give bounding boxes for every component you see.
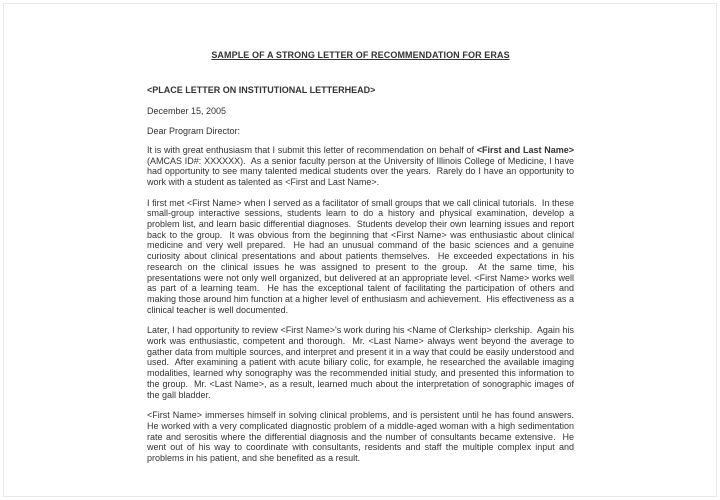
paragraph-intro-rest: (AMCAS ID#: XXXXXX). As a senior faculty person at the University of Illinois College of Medicine, I have had opportunity to see many talented medical students over the years. Rarely do I have an opportunity to work with a student as talented as <First and Last Name>.	[147, 144, 577, 187]
letter-document	[147, 50, 577, 474]
paragraph-intro	[147, 144, 577, 188]
document-title: SAMPLE OF A STRONG LETTER OF RECOMMENDATION FOR ERAS	[211, 50, 510, 60]
salutation: Dear Program Director:	[147, 126, 241, 137]
paragraph-clinical-problems: <First Name> immerses himself in solving clinical problems, and is persistent until he has found answers. He worked with a very complicated diagnostic problem of a middle-aged woman with a high sedimentation rate and serositis where the differential diagnosis and the number of consultants became extensive. He went out of his way to coordinate with consultants, residents and staff the multiple complex input and problems in his patient, and she benefited as a result.	[147, 410, 577, 464]
recommendee-name-placeholder: <First and Last Name>	[476, 144, 574, 155]
letterhead-placeholder: <PLACE LETTER ON INSTITUTIONAL LETTERHEAD>	[147, 84, 376, 95]
letter-date: December 15, 2005	[147, 106, 227, 117]
paragraph-clinical-tutorials: I first met <First Name> when I served as a facilitator of small groups that we call clinical tutorials. In these small-group interactive sessions, students learn to do a history and physical examination, develop a problem list, and learn basic differential diagnoses. Students develop their own learning issues and report back to the group. It was obvious from the beginning that <First Name> was enthusiastic about clinical medicine and very well prepared. He had an unusual command of the basic sciences and a genuine curiosity about clinical presentations and about patients themselves. He exceeded expectations in his research on the clinical issues he was assigned to present to the group. At the same time, his presentations were not only well organized, but delivered at an appropriate level. <First Name> works well as part of a learning team. He has the exceptional talent of facilitating the participation of others and making those around him function at a higher level of enthusiasm and achievement. His effectiveness as a clinical teacher is well documented.	[147, 197, 577, 315]
paragraph-intro-lead: It is with great enthusiasm that I submit this letter of recommendation on behalf of	[147, 144, 477, 155]
paragraph-clerkship: Later, I had opportunity to review <First Name>'s work during his <Name of Clerkship> clerkship. Again his work was enthusiastic, competent and thorough. Mr. <Last Name> always went beyond the average to gather data from multiple sources, and interpret and present it in a way that could be easily understood and used. After examining a patient with acute biliary colic, for example, he researched the available imaging modalities, learned why sonography was the recommended initial study, and presented this information to the group. Mr. <Last Name>, as a result, learned much about the interpretation of sonographic images of the gall bladder.	[147, 325, 577, 400]
